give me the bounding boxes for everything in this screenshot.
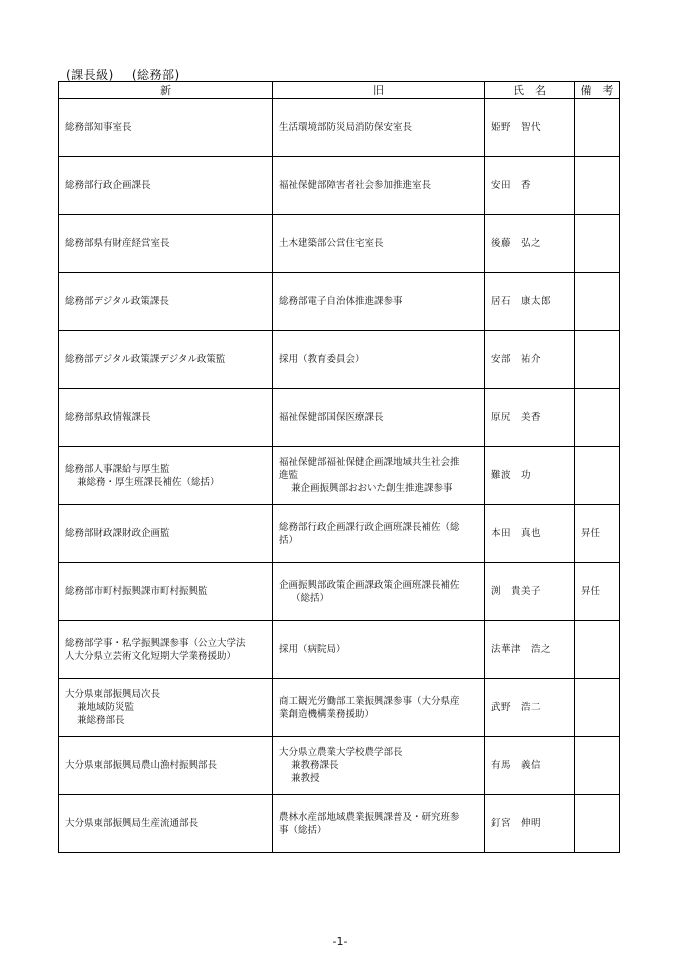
cell-old-position [273,99,485,157]
cell-person-name: 安部 祐介 [485,331,575,389]
position-line: 生活環境部防災局消防保安室長 [279,122,413,133]
cell-new-position [59,563,273,621]
cell-new-position [59,389,273,447]
cell-new-position [59,447,273,505]
header-name: 氏 名 [485,82,575,99]
table-row [59,679,620,737]
cell-new-position [59,331,273,389]
cell-old-position [273,737,485,795]
position-line: 兼地域防災監 [77,702,135,713]
cell-remarks [575,331,620,389]
position-line: 総務部知事室長 [65,122,132,133]
cell-person-name: 姫野 智代 [485,99,575,157]
cell-new-position [59,157,273,215]
table-row [59,99,620,157]
cell-old-position [273,215,485,273]
header-old: 旧 [273,82,485,99]
table-row [59,273,620,331]
position-line: 総務部学事・私学振興課参事（公立大学法 [65,637,246,649]
position-line: 大分県東部振興局次長 [65,689,161,700]
header-new: 新 [59,82,273,99]
cell-old-position [273,505,485,563]
cell-remarks [575,737,620,795]
cell-new-position [59,215,273,273]
position-line: 大分県東部振興局農山漁村振興部長 [65,760,218,771]
cell-person-name: 法華津 浩之 [485,621,575,679]
position-line: 総務部財政課財政企画監 [65,528,170,539]
position-line: 総務部行政企画課長 [65,180,151,191]
position-line: 農林水産部地域農業振興課普及・研究班参 [279,811,460,823]
table-row [59,157,620,215]
cell-remarks [575,99,620,157]
cell-new-position [59,679,273,737]
position-line: 商工観光労働部工業振興課参事（大分県産 [279,695,460,707]
cell-person-name: 安田 香 [485,157,575,215]
cell-remarks [575,795,620,853]
position-line: 採用（教育委員会） [279,354,365,365]
position-line: 土木建築部公営住宅室長 [279,238,384,249]
position-line: 福祉保健部障害者社会参加推進室長 [279,180,432,191]
caption-department: (総務部) [131,68,180,82]
cell-old-position [273,273,485,331]
header-row [59,82,620,99]
page-number: -1- [332,935,348,948]
cell-old-position [273,447,485,505]
position-line: 大分県立農業大学校農学部長 [279,747,403,758]
header-remarks: 備 考 [575,82,620,99]
cell-new-position [59,505,273,563]
position-line: 福祉保健部国保医療課長 [279,412,384,423]
cell-remarks [575,215,620,273]
position-line: 福祉保健部福祉保健企画課地域共生社会推 [279,457,460,468]
cell-person-name: 後藤 弘之 [485,215,575,273]
cell-remarks [575,447,620,505]
table-row [59,389,620,447]
cell-person-name: 釘宮 伸明 [485,795,575,853]
cell-person-name: 居石 康太郎 [485,273,575,331]
position-line: 総務部人事課給与厚生監 [65,463,170,475]
cell-remarks [575,679,620,737]
position-line: 人大分県立芸術文化短期大学業務援助） [65,650,237,662]
position-line: 進監 [279,470,299,481]
cell-person-name: 原尻 美香 [485,389,575,447]
table-row [59,331,620,389]
cell-old-position [273,621,485,679]
cell-new-position [59,621,273,679]
position-line: 総務部県有財産経営室長 [65,238,170,249]
cell-old-position [273,679,485,737]
cell-person-name: 武野 浩二 [485,679,575,737]
table-row [59,215,620,273]
cell-old-position [273,795,485,853]
position-line: 括） [279,534,299,546]
table-row [59,563,620,621]
cell-person-name: 有馬 義信 [485,737,575,795]
position-line: 総務部県政情報課長 [65,412,151,423]
position-line: 企画振興部政策企画課政策企画班課長補佐 [279,579,460,591]
position-line: 総務部デジタル政策課長 [65,296,169,307]
cell-remarks [575,157,620,215]
cell-old-position [273,157,485,215]
position-line: 兼総務部長 [77,715,125,726]
cell-old-position [273,389,485,447]
cell-old-position [273,563,485,621]
position-line: 業創造機構業務援助） [279,708,375,720]
position-line: 事（総括） [279,824,327,836]
table-row [59,505,620,563]
position-line: 大分県東部振興局生産流通部長 [65,818,199,829]
cell-remarks [575,621,620,679]
cell-remarks: 昇任 [575,505,620,563]
cell-new-position [59,99,273,157]
position-line: 総務部電子自治体推進課参事 [279,296,403,307]
table-row [59,621,620,679]
position-line: 総務部行政企画課行政企画班課長補佐（総 [279,521,460,533]
cell-new-position [59,273,273,331]
cell-person-name: 本田 真也 [485,505,575,563]
table-row [59,737,620,795]
position-line: 兼企画振興部おおいた創生推進課参事 [291,483,453,494]
cell-remarks [575,273,620,331]
cell-remarks [575,389,620,447]
cell-person-name: 難波 功 [485,447,575,505]
caption-level: (課長級) [66,68,114,82]
personnel-table [58,81,620,853]
position-line: 総務部デジタル政策課デジタル政策監 [65,354,226,365]
table-row [59,447,620,505]
position-line: 兼総務・厚生班課長補佐（総括） [77,476,220,488]
cell-new-position [59,737,273,795]
cell-remarks: 昇任 [575,563,620,621]
table-body [59,99,620,853]
cell-new-position [59,795,273,853]
position-line: 兼教務課長 [291,760,339,771]
cell-person-name: 渕 貴美子 [485,563,575,621]
position-line: 兼教授 [291,773,320,784]
position-line: （総括） [291,592,330,604]
table-row [59,795,620,853]
cell-old-position [273,331,485,389]
position-line: 総務部市町村振興課市町村振興監 [65,586,208,597]
position-line: 採用（病院局） [279,644,346,655]
